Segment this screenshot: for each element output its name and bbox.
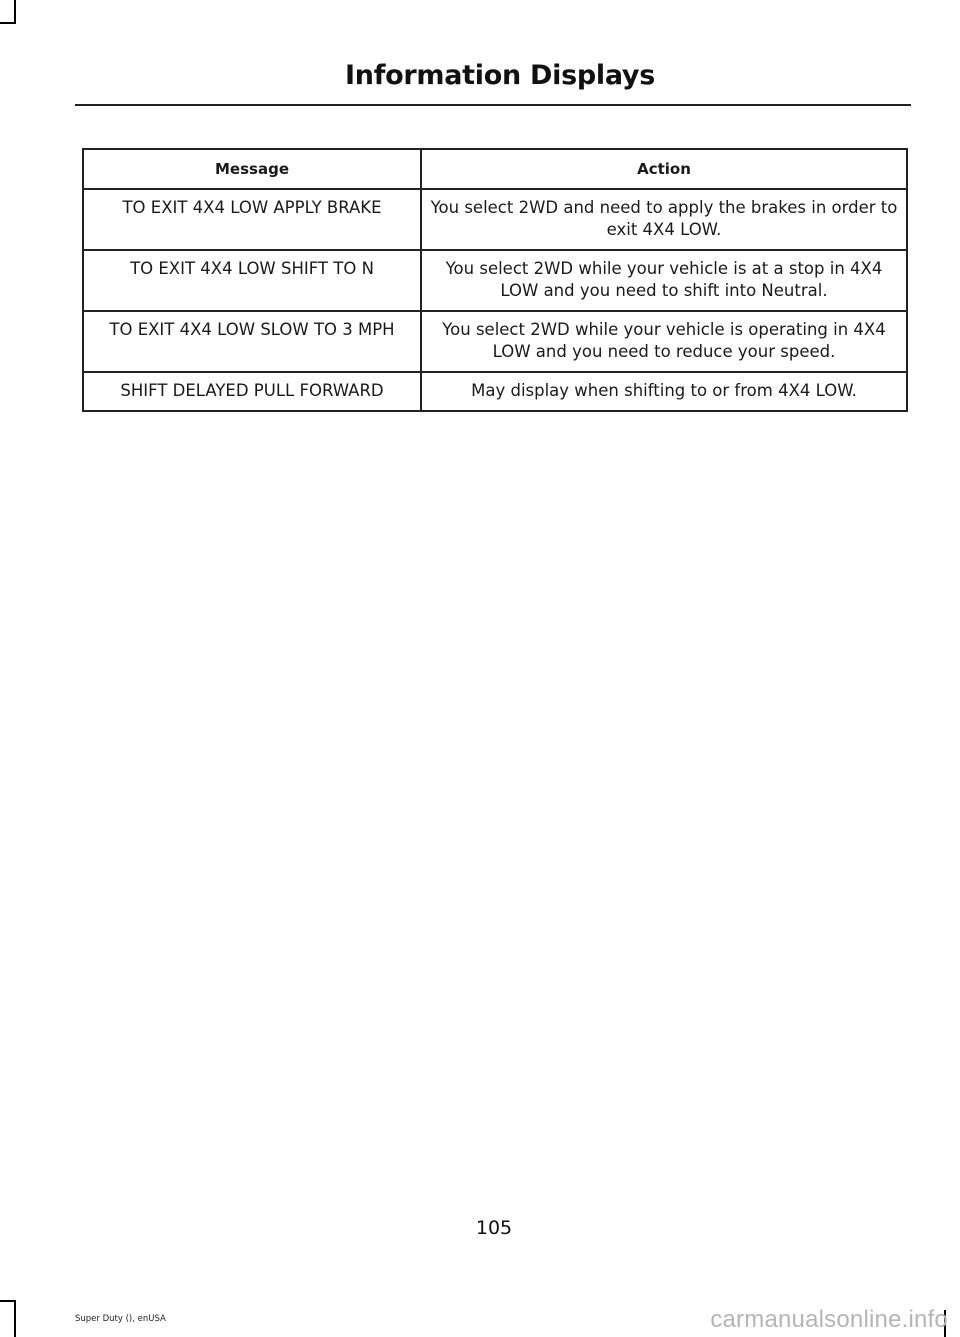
crop-mark-top-left [14, 0, 16, 22]
action-cell: You select 2WD and need to apply the brakes in order to exit 4X4 LOW. [421, 189, 907, 250]
message-cell: TO EXIT 4X4 LOW SHIFT TO N [83, 250, 421, 311]
crop-mark-top-left [0, 22, 16, 24]
action-cell: You select 2WD while your vehicle is operating in 4X4 LOW and you need to reduce your speed. [421, 311, 907, 372]
message-table [82, 148, 908, 412]
watermark: carmanualsonline.info [710, 1306, 948, 1333]
table-row [83, 372, 907, 411]
table-row [83, 250, 907, 311]
table-row [83, 311, 907, 372]
message-cell: SHIFT DELAYED PULL FORWARD [83, 372, 421, 411]
column-header-action: Action [421, 149, 907, 189]
action-cell: You select 2WD while your vehicle is at a stop in 4X4 LOW and you need to shift into Neutral. [421, 250, 907, 311]
edition-label: Super Duty (), enUSA [75, 1314, 166, 1324]
crop-mark-bottom-left [14, 1300, 16, 1337]
column-header-message: Message [83, 149, 421, 189]
message-cell: TO EXIT 4X4 LOW APPLY BRAKE [83, 189, 421, 250]
table-row [83, 189, 907, 250]
page-number: 105 [475, 1217, 513, 1239]
crop-mark-bottom-left [0, 1300, 16, 1302]
table-header-row [83, 149, 907, 189]
title-rule [75, 104, 911, 106]
page-title: Information Displays [345, 60, 655, 91]
action-cell: May display when shifting to or from 4X4 LOW. [421, 372, 907, 411]
message-cell: TO EXIT 4X4 LOW SLOW TO 3 MPH [83, 311, 421, 372]
